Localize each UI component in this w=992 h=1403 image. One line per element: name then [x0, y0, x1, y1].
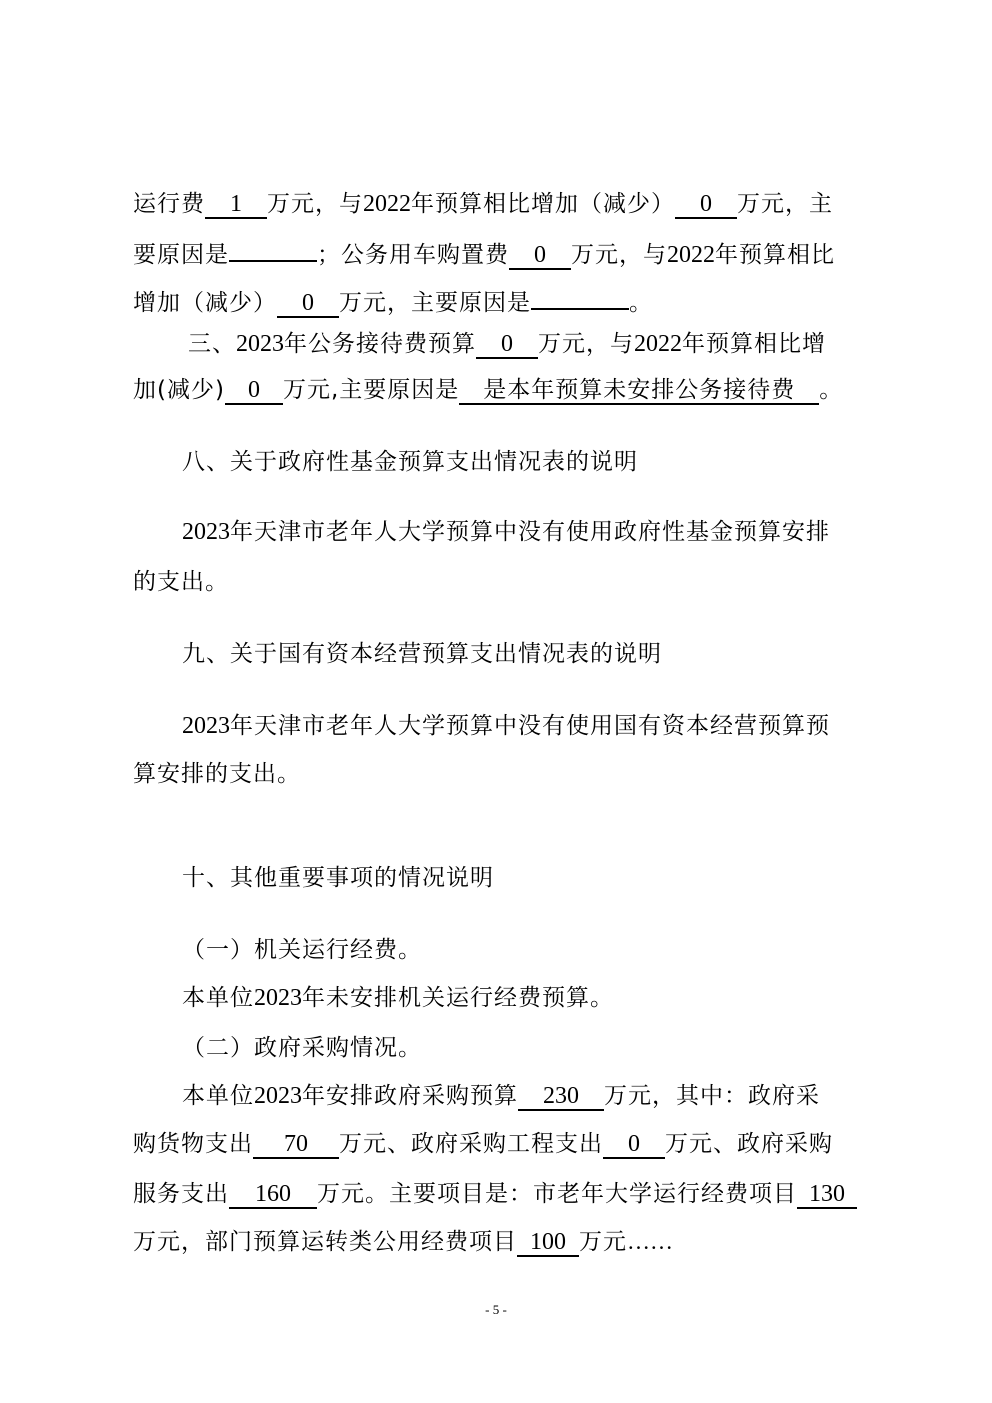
text-run: 年安排政府采购预算	[302, 1083, 518, 1109]
filled-blank: 0	[225, 377, 283, 405]
page-number: - 5 -	[485, 1302, 507, 1317]
text-run: 服务支出	[133, 1181, 229, 1207]
text-run: 本单位	[182, 1083, 254, 1109]
text-run: 年天津市老年人大学预算中没有使用国有资本经营预算预	[230, 713, 830, 739]
text-run: 万元	[579, 1229, 627, 1255]
text-line	[133, 188, 873, 220]
text-run: 本单位	[182, 985, 254, 1011]
filled-blank: 230	[518, 1083, 604, 1111]
section-heading: 八、关于政府性基金预算支出情况表的说明	[182, 449, 638, 475]
section-heading: 九、关于国有资本经营预算支出情况表的说明	[182, 641, 662, 667]
text-line	[182, 1080, 872, 1112]
text-run: 年天津市老年人大学预算中没有使用政府性基金预算安排	[230, 519, 830, 545]
text-run: 。	[629, 290, 653, 316]
subsection-heading: （一）机关运行经费。	[182, 937, 422, 963]
text-run: 万元，主要原因是	[339, 290, 531, 316]
text-run: 万元，与	[571, 242, 667, 268]
text-run: 年预算相比	[715, 242, 835, 268]
year-number: 2022	[363, 191, 411, 217]
filled-blank: 0	[277, 290, 339, 318]
text-run: 万元、政府采购	[665, 1131, 833, 1157]
year-number: 2023	[236, 331, 284, 357]
text-run: 万元，其中：政府采	[604, 1083, 820, 1109]
filled-blank: 0	[675, 191, 737, 219]
text-run: 万元。主要项目是：市老年大学运行经费项目	[317, 1181, 797, 1207]
empty-blank	[229, 234, 317, 262]
text-line	[133, 282, 873, 319]
text-run: 年未安排机关运行经费预算。	[302, 985, 614, 1011]
year-number: 2023	[254, 985, 302, 1011]
text-line	[133, 234, 873, 271]
text-run: 。	[819, 377, 844, 403]
text-line	[182, 710, 872, 742]
text-line	[133, 1226, 873, 1258]
text-run: 万元，与	[538, 331, 634, 357]
text-run: 年公务接待费预算	[284, 331, 476, 357]
text-run: 万元，部门预算运转类公用经费项目	[133, 1229, 517, 1255]
filled-blank: 1	[205, 191, 267, 219]
text-run: 年预算相比增加（减少）	[411, 191, 675, 217]
text-run: ；公务用车购置费	[317, 242, 509, 268]
text-run: 万元，与	[267, 191, 363, 217]
text-run: 要原因是	[133, 242, 229, 268]
section-heading: 十、其他重要事项的情况说明	[182, 865, 494, 891]
text-run: 三、	[188, 331, 236, 357]
text-run: 年预算相比增	[682, 331, 826, 357]
text-run: 运行费	[133, 191, 205, 217]
text-line	[182, 516, 872, 548]
text-line	[133, 1178, 873, 1210]
year-number: 2023	[182, 713, 230, 739]
filled-blank: 是本年预算未安排公务接待费	[459, 377, 819, 405]
filled-blank: 100	[517, 1229, 579, 1257]
text-line	[182, 982, 872, 1014]
text-run: 购货物支出	[133, 1131, 253, 1157]
text-run: 加(减少)	[133, 377, 225, 403]
empty-blank	[531, 282, 629, 310]
year-number: 2023	[182, 519, 230, 545]
text-run: 万元、政府采购工程支出	[339, 1131, 603, 1157]
year-number: 2022	[634, 331, 682, 357]
subsection-heading: （二）政府采购情况。	[182, 1035, 422, 1061]
text-line	[133, 1128, 873, 1160]
ellipsis: ……	[627, 1229, 673, 1254]
year-number: 2023	[254, 1083, 302, 1109]
text-run: 增加（减少）	[133, 290, 277, 316]
text-line	[133, 374, 873, 406]
filled-blank: 0	[603, 1131, 665, 1159]
text-line	[188, 328, 872, 360]
text-run: 万元，主	[737, 191, 833, 217]
text-line: 算安排的支出。	[133, 761, 301, 787]
text-line: 的支出。	[133, 569, 229, 595]
filled-blank: 130	[797, 1181, 857, 1209]
filled-blank: 70	[253, 1131, 339, 1159]
filled-blank: 0	[509, 242, 571, 270]
year-number: 2022	[667, 242, 715, 268]
text-run: 万元,主要原因是	[282, 377, 460, 403]
filled-blank: 0	[476, 331, 538, 359]
filled-blank: 160	[229, 1181, 317, 1209]
